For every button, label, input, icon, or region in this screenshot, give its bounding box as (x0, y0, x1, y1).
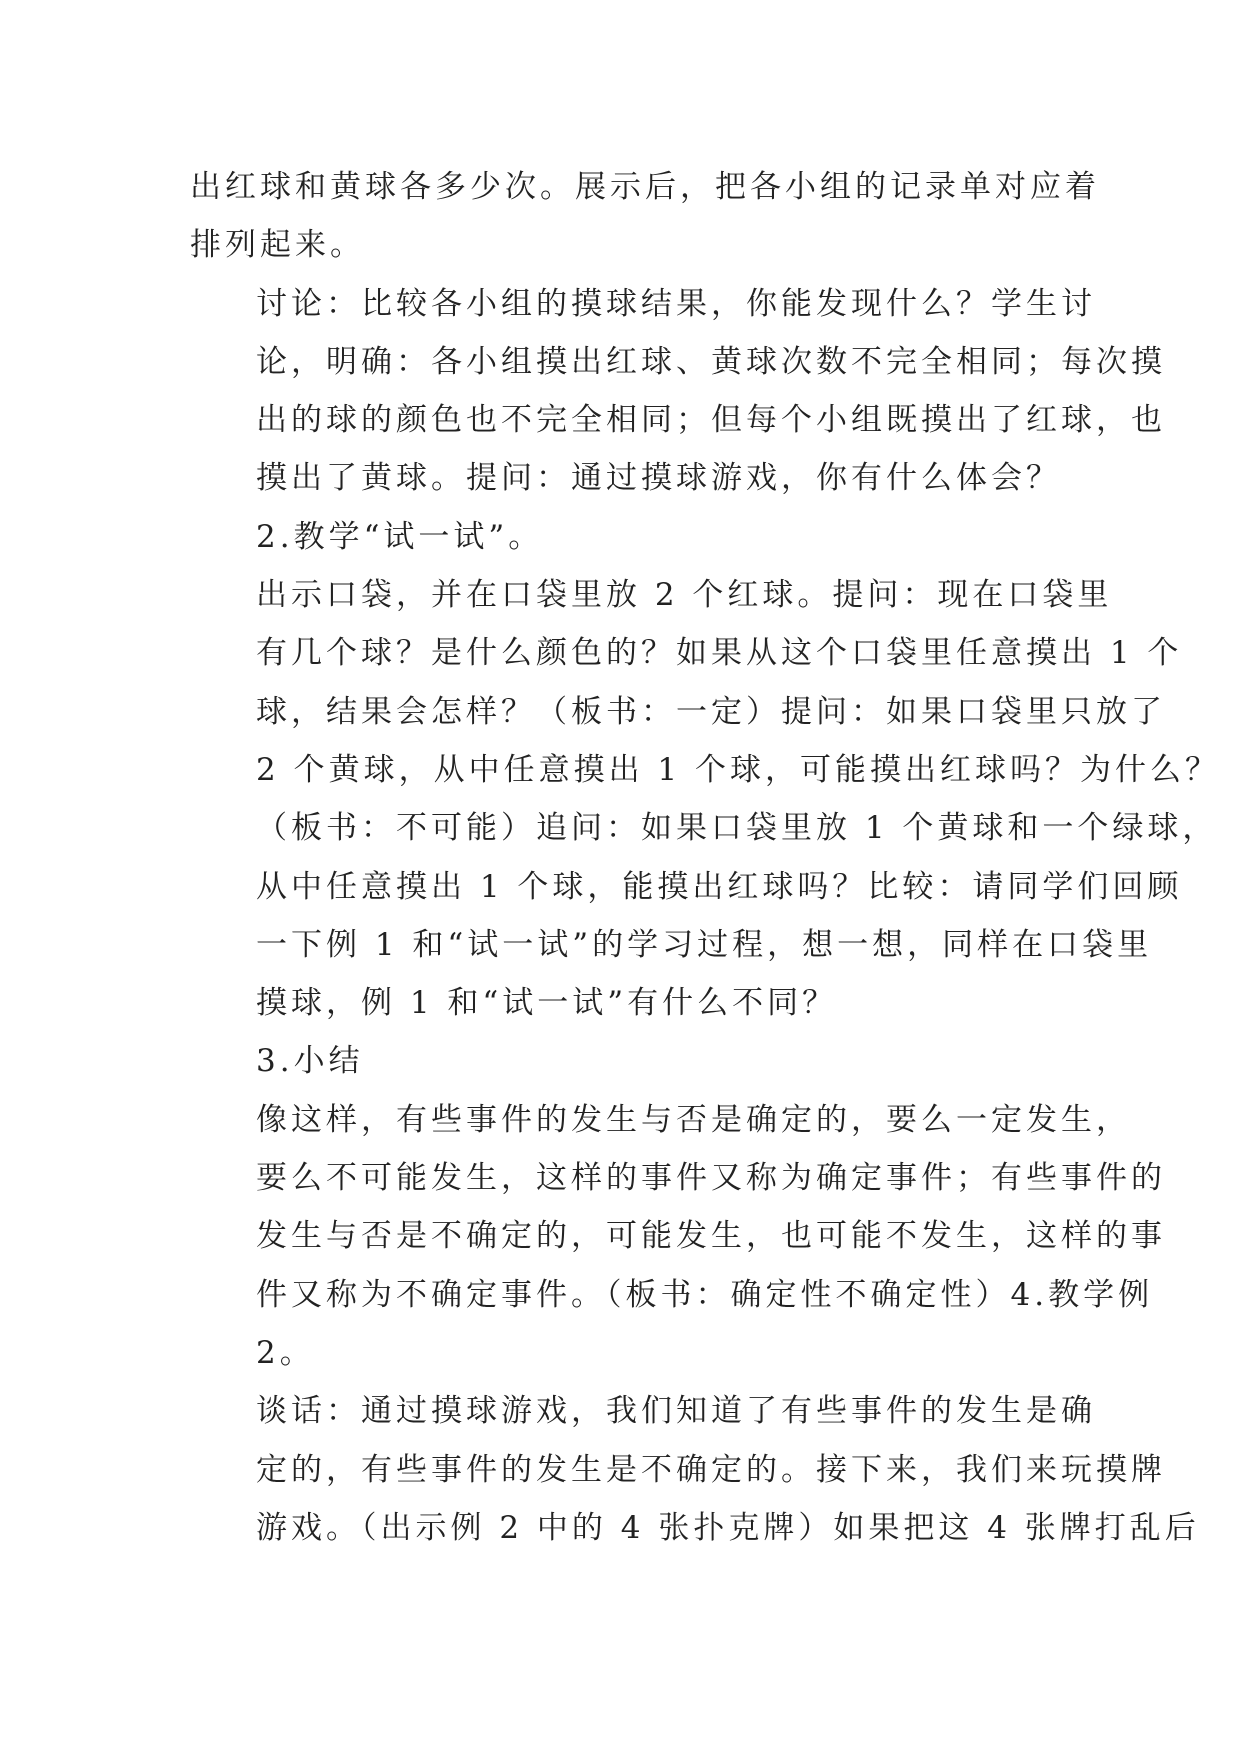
text-line: 2 个黄球，从中任意摸出 1 个球，可能摸出红球吗？为什么？ (256, 751, 1221, 788)
text-line: 从中任意摸出 1 个球，能摸出红球吗？比较：请同学们回顾 (256, 868, 1183, 905)
text-line: 2。 (256, 1334, 315, 1371)
text-line: 出红球和黄球各多少次。展示后，把各小组的记录单对应着 (190, 169, 1100, 205)
text-line: 2.教学“试一试”。 (256, 518, 544, 555)
text-line: 像这样，有些事件的发生与否是确定的，要么一定发生， (256, 1101, 1131, 1138)
text-line: 发生与否是不确定的，可能发生，也可能不发生，这样的事 (256, 1218, 1166, 1255)
paragraph (190, 275, 1166, 508)
text-line: （板书：不可能）追问：如果口袋里放 1 个黄球和一个绿球， (256, 810, 1218, 847)
paragraph (190, 1032, 1060, 1090)
text-line: 有几个球？是什么颜色的？如果从这个口袋里任意摸出 1 个 (256, 635, 1183, 672)
paragraph (190, 1091, 1166, 1382)
text-line: 论，明确：各小组摸出红球、黄球次数不完全相同；每次摸 (256, 343, 1166, 380)
text-line: 要么不可能发生，这样的事件又称为确定事件；有些事件的 (256, 1160, 1166, 1197)
text-line: 讨论：比较各小组的摸球结果，你能发现什么？学生讨 (256, 285, 1096, 322)
text-line: 摸出了黄球。提问：通过摸球游戏，你有什么体会？ (256, 460, 1061, 497)
paragraph (190, 566, 1221, 1032)
text-line: 出的球的颜色也不完全相同；但每个小组既摸出了红球，也 (256, 402, 1166, 439)
text-line: 件又称为不确定事件。（板书：确定性不确定性）4.教学例 (256, 1276, 1154, 1313)
text-line: 定的，有些事件的发生是不确定的。接下来，我们来玩摸牌 (256, 1451, 1166, 1488)
text-line: 谈话：通过摸球游戏，我们知道了有些事件的发生是确 (256, 1393, 1096, 1430)
text-line: 一下例 1 和“试一试”的学习过程，想一想，同样在口袋里 (256, 926, 1153, 963)
paragraph (190, 1382, 1200, 1557)
document-body (190, 158, 1221, 1557)
text-line: 出示口袋，并在口袋里放 2 个红球。提问：现在口袋里 (256, 577, 1113, 614)
text-line: 3.小结 (256, 1043, 364, 1080)
paragraph (190, 508, 1060, 566)
text-line: 游戏。（出示例 2 中的 4 张扑克牌）如果把这 4 张牌打乱后 (256, 1509, 1200, 1546)
paragraph (190, 158, 1100, 275)
text-line: 球，结果会怎样？（板书：一定）提问：如果口袋里只放了 (256, 693, 1166, 730)
text-line: 排列起来。 (190, 227, 365, 264)
text-line: 摸球，例 1 和“试一试”有什么不同？ (256, 985, 838, 1022)
